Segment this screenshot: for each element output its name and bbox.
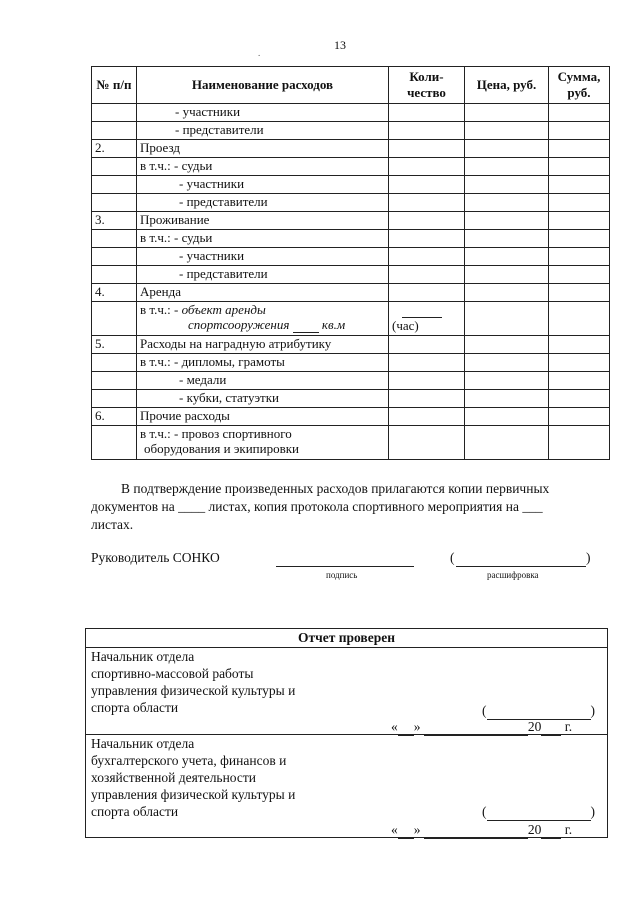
header-qty: Коли-чество	[389, 67, 465, 104]
accounting-head-title	[91, 735, 351, 820]
table-row-transport	[92, 426, 610, 460]
sport-date	[391, 718, 601, 734]
cell-price	[465, 372, 549, 390]
cell-qty	[389, 426, 465, 460]
table-row	[92, 408, 610, 426]
cell-num	[92, 266, 137, 284]
cell-name: в т.ч.: - судьи	[137, 158, 389, 176]
cell-num	[92, 230, 137, 248]
confirmation-line1: В подтверждение произведенных расходов прилагаются копии первичных	[121, 481, 550, 496]
cell-name: Прочие расходы	[137, 408, 389, 426]
page-number: 13	[334, 38, 346, 52]
table-row	[92, 336, 610, 354]
cell-price	[465, 248, 549, 266]
table-body-top	[92, 104, 610, 302]
cell-num: 6.	[92, 408, 137, 426]
table-row	[92, 122, 610, 140]
cell-rent-qty	[389, 302, 465, 336]
cell-name: Проживание	[137, 212, 389, 230]
cell-sum	[549, 230, 610, 248]
cell-qty	[389, 122, 465, 140]
cell-num	[92, 194, 137, 212]
decode-line	[456, 566, 586, 567]
paren-open: (	[482, 703, 487, 718]
cell-num	[92, 104, 137, 122]
cell-sum	[549, 284, 610, 302]
cell-price	[465, 336, 549, 354]
cell-sum	[549, 390, 610, 408]
cell-name: - представители	[137, 266, 389, 284]
header-num: № п/п	[92, 67, 137, 104]
cell-sum	[549, 248, 610, 266]
cell-qty	[389, 176, 465, 194]
cell-sum	[549, 104, 610, 122]
rent-object: объект аренды	[181, 302, 266, 317]
paren-open: (	[482, 804, 487, 819]
decode-open-paren: (	[450, 550, 455, 565]
cell-price	[465, 284, 549, 302]
table-row	[92, 230, 610, 248]
verification-block-accounting	[86, 735, 608, 838]
verification-line: бухгалтерского учета, финансов и	[91, 753, 287, 768]
cell-qty	[389, 336, 465, 354]
cell-num	[92, 176, 137, 194]
table-row	[92, 194, 610, 212]
cell-qty	[389, 354, 465, 372]
confirmation-paragraph	[91, 480, 609, 534]
cell-qty	[389, 212, 465, 230]
quote-open: «	[391, 822, 398, 837]
cell-num	[92, 248, 137, 266]
header-sum: Сумма, руб.	[549, 67, 610, 104]
cell-price	[465, 390, 549, 408]
cell-name: - кубки, статуэтки	[137, 390, 389, 408]
table-row	[92, 212, 610, 230]
cell-name: - представители	[137, 122, 389, 140]
verification-line: спорта области	[91, 700, 179, 715]
cell-name: Расходы на наградную атрибутику	[137, 336, 389, 354]
cell-sum	[549, 372, 610, 390]
cell-qty	[389, 390, 465, 408]
table-row	[92, 248, 610, 266]
cell-qty	[389, 158, 465, 176]
cell-sum	[549, 158, 610, 176]
cell-price	[465, 194, 549, 212]
accounting-name-field	[482, 803, 602, 821]
cell-price	[465, 266, 549, 284]
cell-name: Аренда	[137, 284, 389, 302]
cell-sum	[549, 194, 610, 212]
signature-label: подпись	[326, 570, 358, 580]
year-suffix: г.	[564, 719, 573, 734]
cell-name: в т.ч.: - дипломы, грамоты	[137, 354, 389, 372]
stray-mark: .	[258, 48, 261, 58]
year-suffix: г.	[564, 822, 573, 837]
cell-qty	[389, 408, 465, 426]
cell-qty	[389, 266, 465, 284]
verification-line: спорта области	[91, 804, 179, 819]
verification-block-sport	[86, 648, 608, 735]
table-row	[92, 284, 610, 302]
table-header-row	[92, 67, 610, 104]
cell-sum	[549, 302, 610, 336]
signatory-role: Руководитель СОНКО	[91, 550, 220, 565]
sport-head-title	[91, 648, 351, 716]
table-row	[92, 354, 610, 372]
cell-num	[92, 426, 137, 460]
expenses-table	[91, 66, 610, 460]
cell-num: 4.	[92, 284, 137, 302]
cell-num: 2.	[92, 140, 137, 158]
paren-close: )	[590, 703, 595, 718]
cell-sum	[549, 408, 610, 426]
cell-name: Проезд	[137, 140, 389, 158]
table-row	[92, 140, 610, 158]
cell-name: - участники	[137, 248, 389, 266]
accounting-date	[391, 821, 601, 837]
cell-sum	[549, 426, 610, 460]
cell-qty	[389, 284, 465, 302]
cell-num	[92, 158, 137, 176]
table-body-bottom	[92, 336, 610, 426]
verification-line: спортивно-массовой работы	[91, 666, 254, 681]
cell-sum	[549, 176, 610, 194]
decode-label: расшифровка	[487, 570, 539, 580]
paren-close: )	[590, 804, 595, 819]
verification-title: Отчет проверен	[86, 629, 608, 648]
table-row	[92, 158, 610, 176]
cell-name: - представители	[137, 194, 389, 212]
cell-num	[92, 354, 137, 372]
cell-price	[465, 158, 549, 176]
verification-table	[85, 628, 608, 838]
table-body-last	[92, 426, 610, 460]
cell-price	[465, 176, 549, 194]
verification-line: хозяйственной деятельности	[91, 770, 257, 785]
cell-name: - участники	[137, 104, 389, 122]
table-row	[92, 176, 610, 194]
cell-num: 5.	[92, 336, 137, 354]
cell-price	[465, 104, 549, 122]
decode-close-paren: )	[586, 550, 591, 565]
cell-sum	[549, 354, 610, 372]
cell-sum	[549, 212, 610, 230]
cell-price	[465, 122, 549, 140]
rent-qty-unit: (час)	[392, 318, 419, 333]
table-row	[92, 390, 610, 408]
cell-transport-name	[137, 426, 389, 460]
verification-line: Начальник отдела	[91, 736, 195, 751]
table-row	[92, 266, 610, 284]
cell-sum	[549, 266, 610, 284]
cell-rent-name	[137, 302, 389, 336]
quote-open: «	[391, 719, 398, 734]
rent-prefix: в т.ч.: -	[140, 302, 182, 317]
table-row-rent	[92, 302, 610, 336]
cell-name: - участники	[137, 176, 389, 194]
cell-qty	[389, 230, 465, 248]
cell-sum	[549, 140, 610, 158]
table-row	[92, 104, 610, 122]
year-prefix: 20	[527, 719, 542, 734]
rent-facility: спортсооружения	[188, 317, 290, 332]
verification-line: управления физической культуры и	[91, 683, 296, 698]
cell-price	[465, 426, 549, 460]
quote-close: »	[413, 719, 421, 734]
cell-price	[465, 212, 549, 230]
cell-qty	[389, 104, 465, 122]
cell-price	[465, 230, 549, 248]
cell-num	[92, 390, 137, 408]
signature-line	[276, 566, 414, 567]
rent-unit: кв.м	[321, 317, 346, 332]
header-name: Наименование расходов	[137, 67, 389, 104]
cell-qty	[389, 140, 465, 158]
cell-num	[92, 122, 137, 140]
cell-price	[465, 408, 549, 426]
cell-price	[465, 302, 549, 336]
table-row	[92, 372, 610, 390]
cell-name: - медали	[137, 372, 389, 390]
cell-price	[465, 140, 549, 158]
cell-sum	[549, 122, 610, 140]
cell-num	[92, 302, 137, 336]
transport-line2: оборудования и экипировки	[144, 441, 300, 456]
verification-line: управления физической культуры и	[91, 787, 296, 802]
cell-qty	[389, 372, 465, 390]
quote-close: »	[413, 822, 421, 837]
table-body-rent	[92, 302, 610, 336]
verification-line: Начальник отдела	[91, 649, 195, 664]
cell-qty	[389, 194, 465, 212]
cell-num: 3.	[92, 212, 137, 230]
confirmation-line3: листах.	[91, 517, 134, 532]
cell-num	[92, 372, 137, 390]
year-prefix: 20	[527, 822, 542, 837]
cell-sum	[549, 336, 610, 354]
confirmation-line2: документов на ____ листах, копия протокола спортивного мероприятия на ___	[91, 499, 543, 514]
transport-line1: в т.ч.: - провоз спортивного	[140, 426, 292, 441]
cell-qty	[389, 248, 465, 266]
cell-price	[465, 354, 549, 372]
header-price: Цена, руб.	[465, 67, 549, 104]
cell-name: в т.ч.: - судьи	[137, 230, 389, 248]
